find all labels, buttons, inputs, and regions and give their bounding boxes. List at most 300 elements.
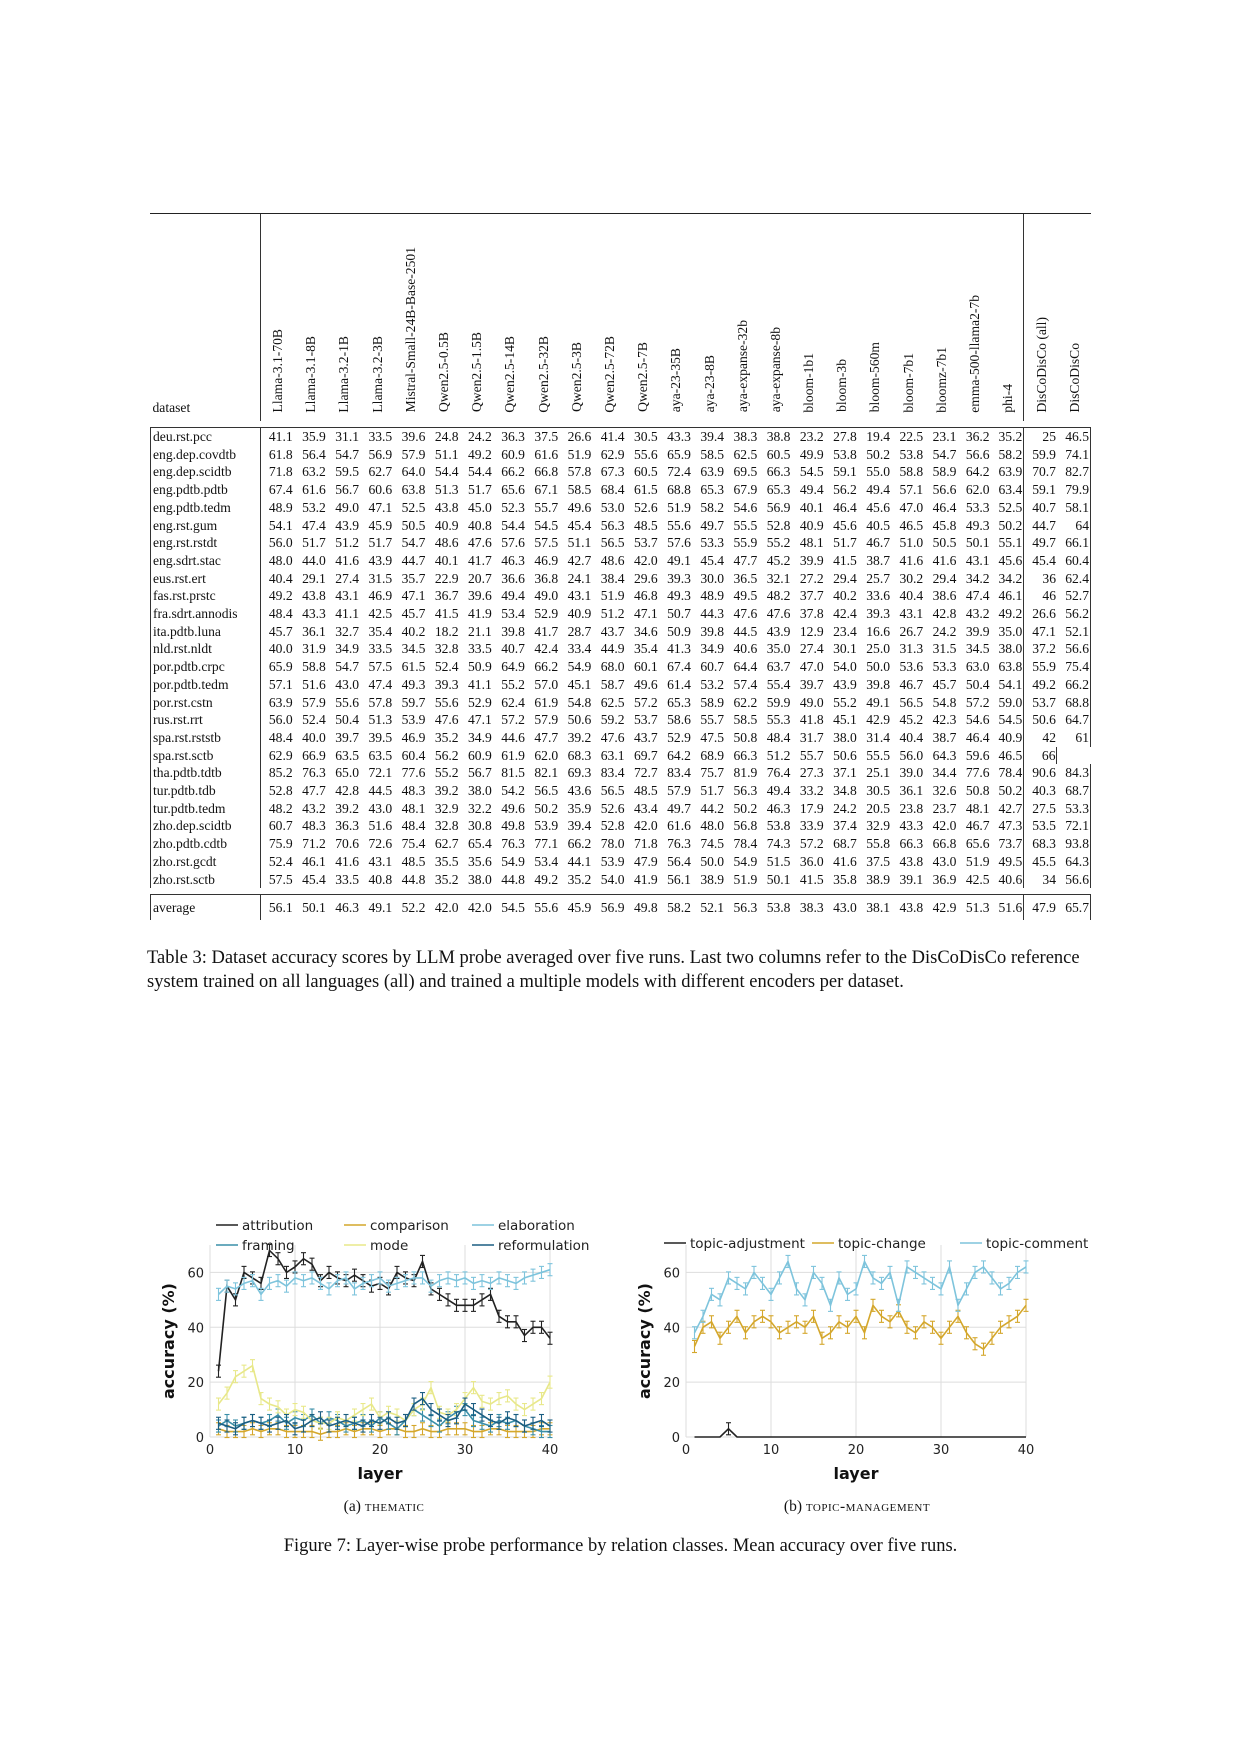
score-cell: 57.9: [667, 783, 691, 799]
score-cell: 49.8: [633, 900, 658, 916]
score-cell: 40.6: [998, 871, 1023, 887]
score-cell: 49.4: [501, 588, 525, 604]
score-cell: 56.0: [899, 747, 924, 763]
score-cell: 52.7: [1057, 587, 1091, 605]
score-cell: 42.0: [468, 900, 492, 916]
score-cell: 33.5: [335, 871, 360, 887]
score-cell: 43.7: [600, 623, 625, 639]
dataset-name-cell: eng.rst.rstdt: [151, 534, 261, 552]
score-cell: 38.9: [866, 871, 891, 887]
score-cell: 34.5: [401, 641, 426, 657]
score-cell: 30.5: [633, 429, 658, 444]
score-cell: 51.9: [965, 853, 990, 869]
score-cell: 43.3: [899, 818, 924, 834]
dataset-name-cell: zho.rst.sctb: [151, 871, 261, 889]
score-cell: 51.2: [600, 606, 625, 622]
score-cell: 51.6: [368, 818, 393, 834]
score-cell: 54.9: [733, 853, 758, 869]
score-cell: 56.3: [733, 900, 758, 916]
subcaption-a-label: thematic: [364, 1498, 425, 1515]
score-cell: 56.4: [667, 853, 691, 869]
score-cell: 47.4: [368, 676, 393, 692]
score-cell: 82.7: [1057, 463, 1091, 481]
score-cell: 72.6: [368, 836, 393, 852]
dataset-name-cell: eng.dep.covdtb: [151, 446, 261, 464]
score-cell: 35.4: [368, 623, 393, 639]
score-cell: 37.4: [833, 818, 857, 834]
score-cell: 38.0: [468, 871, 492, 887]
chart-thematic: [148, 1205, 588, 1525]
score-cell: 39.1: [899, 871, 924, 887]
score-cell: 48.4: [401, 818, 426, 834]
score-cell: 61.9: [501, 747, 525, 763]
score-cell: 33.2: [799, 783, 824, 799]
score-cell: 46.7: [899, 676, 924, 692]
score-cell: 45.5: [1024, 853, 1057, 871]
score-cell: 60.7: [700, 659, 725, 675]
score-cell: 61.6: [667, 818, 691, 834]
score-cell: 52.5: [998, 499, 1023, 515]
score-cell: 38.8: [766, 429, 791, 444]
score-cell: 43.9: [833, 676, 857, 692]
score-cell: 79.9: [1057, 481, 1091, 499]
dataset-name-cell: ita.pdtb.luna: [151, 623, 261, 641]
score-cell: 57.1: [260, 676, 293, 694]
score-cell: 66.1: [1057, 534, 1091, 552]
score-cell: 51.6: [998, 900, 1023, 916]
score-cell: 54.5: [799, 464, 824, 480]
score-cell: 49.3: [965, 517, 990, 533]
score-cell: 39.9: [965, 623, 990, 639]
score-cell: 50.4: [335, 712, 360, 728]
score-cell: 41.6: [932, 552, 957, 568]
score-cell: 43.9: [766, 623, 791, 639]
score-cell: 41.9: [633, 871, 658, 887]
score-cell: 32.9: [434, 800, 459, 816]
score-cell: 39.3: [434, 676, 459, 692]
score-cell: 54.5: [501, 900, 525, 916]
score-cell: 53.2: [302, 499, 326, 515]
score-cell: 51.7: [468, 482, 492, 498]
score-cell: 64.3: [932, 747, 957, 763]
score-cell: 34.5: [965, 641, 990, 657]
score-cell: 64: [1057, 517, 1091, 535]
score-cell: 71.8: [633, 836, 658, 852]
score-cell: 38.9: [700, 871, 725, 887]
score-cell: 56.1: [667, 871, 691, 887]
score-cell: 41.5: [833, 552, 857, 568]
table-row: [151, 552, 1091, 570]
score-cell: 53.9: [534, 818, 559, 834]
score-cell: 60.5: [633, 464, 658, 480]
table-row: [151, 605, 1091, 623]
score-cell: 50.2: [534, 800, 559, 816]
score-cell: 41.5: [799, 871, 824, 887]
score-cell: 58.5: [567, 482, 592, 498]
score-cell: 82.1: [534, 765, 559, 781]
score-cell: 57.1: [899, 482, 924, 498]
score-cell: 65.7: [1057, 895, 1091, 920]
score-cell: 51.5: [766, 853, 791, 869]
score-cell: 41.3: [667, 641, 691, 657]
score-cell: 39.6: [401, 429, 426, 444]
dataset-name-cell: tur.pdtb.tedm: [151, 800, 261, 818]
score-cell: 35.4: [633, 641, 658, 657]
score-cell: 17.9: [799, 800, 824, 816]
score-cell: 71.2: [302, 836, 326, 852]
model-column-header: Llama-3.2-1B: [336, 335, 352, 413]
score-cell: 61.4: [667, 676, 691, 692]
score-cell: 43.7: [633, 729, 658, 745]
score-cell: 43.8: [899, 853, 924, 869]
score-cell: 74.5: [700, 836, 725, 852]
dataset-name-cell: zho.dep.scidtb: [151, 817, 261, 835]
score-cell: 61.9: [534, 694, 559, 710]
model-column-header: bloom-560m: [867, 342, 883, 413]
score-cell: 54.5: [998, 712, 1023, 728]
dataset-name-cell: spa.rst.sctb: [151, 747, 261, 765]
score-cell: 51.3: [434, 482, 459, 498]
score-cell: 43.8: [434, 499, 459, 515]
score-cell: 19.4: [866, 429, 891, 444]
score-cell: 55.2: [434, 765, 459, 781]
score-cell: 57.6: [501, 535, 525, 551]
score-cell: 42.7: [567, 552, 592, 568]
score-cell: 40.4: [260, 570, 293, 588]
score-cell: 54.6: [965, 712, 990, 728]
score-cell: 58.8: [899, 464, 924, 480]
score-cell: 76.3: [501, 836, 525, 852]
score-cell: 64.7: [1057, 711, 1091, 729]
score-cell: 48.1: [965, 800, 990, 816]
score-cell: 63.9: [260, 694, 293, 712]
score-cell: 66.2: [501, 464, 525, 480]
score-cell: 39.9: [799, 552, 824, 568]
score-cell: 56.0: [260, 534, 293, 552]
score-cell: 45.6: [866, 499, 891, 515]
score-cell: 66.9: [302, 747, 326, 763]
score-cell: 37.7: [799, 588, 824, 604]
table-row: [151, 658, 1091, 676]
score-cell: 52.8: [766, 517, 791, 533]
score-cell: 58.5: [733, 712, 758, 728]
score-cell: 52.8: [260, 782, 293, 800]
model-column-header: DisCoDisCo: [1066, 342, 1082, 413]
score-cell: 46.7: [866, 535, 891, 551]
table-row: [151, 517, 1091, 535]
score-cell: 75.4: [401, 836, 426, 852]
score-cell: 55.3: [766, 712, 791, 728]
score-cell: 55.7: [799, 747, 824, 763]
score-cell: 34.9: [468, 729, 492, 745]
score-cell: 27.2: [799, 570, 824, 586]
score-cell: 81.9: [733, 765, 758, 781]
model-column-header: Llama-3.1-8B: [303, 335, 319, 413]
score-cell: 41.9: [468, 606, 492, 622]
score-cell: 40.4: [899, 729, 924, 745]
model-column-header: aya-23-35B: [668, 348, 684, 413]
score-cell: 54.0: [600, 871, 625, 887]
score-cell: 44.3: [700, 606, 725, 622]
model-column-header: bloom-1b1: [801, 352, 817, 413]
score-cell: 64.3: [1057, 853, 1091, 871]
score-cell: 68.8: [667, 482, 691, 498]
score-cell: 57.8: [368, 694, 393, 710]
score-cell: 49.2: [998, 606, 1023, 622]
dataset-name-cell: eng.rst.gum: [151, 517, 261, 535]
score-cell: 44.5: [733, 623, 758, 639]
score-cell: 36.3: [501, 429, 525, 444]
score-cell: 60.4: [1057, 552, 1091, 570]
score-cell: 46.5: [998, 747, 1023, 763]
score-cell: 42.0: [932, 818, 957, 834]
chart-topic-management: [620, 1205, 1089, 1525]
table-caption: Table 3: Dataset accuracy scores by LLM probe averaged over five runs. Last two columns refer to the DisCoDisCo reference system trained on all languages (all) and trained a multiple models with different encoders per dataset.: [147, 948, 1080, 992]
score-cell: 58.6: [667, 712, 691, 728]
score-cell: 55.2: [501, 676, 525, 692]
score-cell: 54.4: [434, 464, 459, 480]
score-cell: 27.4: [799, 641, 824, 657]
score-cell: 76.4: [766, 765, 791, 781]
model-column-header: Mistral-Small-24B-Base-2501: [402, 246, 418, 413]
score-cell: 55.9: [1024, 658, 1057, 676]
score-cell: 75.9: [260, 835, 293, 853]
score-cell: 64.2: [667, 747, 691, 763]
table-header-row: [151, 214, 1091, 421]
subcaption-b: [707, 1498, 1007, 1516]
table-row: [151, 499, 1091, 517]
score-cell: 83.4: [600, 765, 625, 781]
score-cell: 65.0: [335, 765, 360, 781]
score-cell: 42.8: [932, 606, 957, 622]
score-cell: 35.2: [998, 429, 1023, 444]
score-cell: 77.6: [401, 765, 426, 781]
score-cell: 24.8: [434, 429, 459, 444]
score-cell: 26.7: [899, 623, 924, 639]
score-cell: 49.1: [866, 694, 891, 710]
score-cell: 55.6: [633, 446, 658, 462]
score-cell: 69.7: [633, 747, 658, 763]
legend-label: topic-adjustment: [690, 1236, 805, 1252]
score-cell: 51.1: [567, 535, 592, 551]
score-cell: 60.9: [468, 747, 492, 763]
score-cell: 57.9: [401, 446, 426, 462]
x-tick-label: 30: [456, 1443, 474, 1458]
score-cell: 36.1: [899, 783, 924, 799]
table-row: [151, 711, 1091, 729]
score-cell: 27.8: [833, 429, 857, 444]
model-column-header: bloomz-7b1: [933, 346, 949, 413]
score-cell: 32.1: [766, 570, 791, 586]
score-cell: 45.9: [368, 517, 393, 533]
score-cell: 30.2: [899, 570, 924, 586]
score-cell: 45.0: [468, 499, 492, 515]
score-cell: 24.2: [468, 429, 492, 444]
score-cell: 43.1: [368, 853, 393, 869]
score-cell: 43.3: [302, 606, 326, 622]
score-cell: 57.6: [667, 535, 691, 551]
score-cell: 44.7: [401, 552, 426, 568]
score-cell: 35.6: [468, 853, 492, 869]
score-cell: 59.1: [1024, 481, 1057, 499]
score-cell: 41.7: [534, 623, 559, 639]
score-cell: 62.5: [600, 694, 625, 710]
score-cell: 55.6: [534, 900, 559, 916]
score-cell: 55.4: [766, 676, 791, 692]
score-cell: 63.0: [965, 659, 990, 675]
score-cell: 74.1: [1057, 446, 1091, 464]
score-cell: 63.8: [401, 482, 426, 498]
score-cell: 48.3: [401, 783, 426, 799]
dataset-name-cell: deu.rst.pcc: [151, 428, 261, 446]
score-cell: 71.8: [260, 463, 293, 481]
score-cell: 51.3: [965, 900, 990, 916]
score-cell: 38.0: [468, 783, 492, 799]
score-cell: 90.6: [1024, 764, 1057, 782]
score-cell: 72.4: [667, 464, 691, 480]
score-cell: 44.1: [567, 853, 592, 869]
score-cell: 67.9: [733, 482, 758, 498]
table-row: [151, 694, 1091, 712]
score-cell: 38.1: [866, 900, 891, 916]
score-cell: 43.1: [899, 606, 924, 622]
score-cell: 32.9: [866, 818, 891, 834]
score-cell: 47.6: [434, 712, 459, 728]
table-row: [151, 871, 1091, 889]
score-cell: 57.2: [633, 694, 658, 710]
score-cell: 37.5: [534, 429, 559, 444]
score-cell: 57.9: [302, 694, 326, 710]
table-row: [151, 446, 1091, 464]
score-cell: 49.4: [799, 482, 824, 498]
score-cell: 45.1: [833, 712, 857, 728]
score-cell: 73.7: [998, 836, 1023, 852]
score-cell: 33.5: [468, 641, 492, 657]
score-cell: 40.4: [899, 588, 924, 604]
score-cell: 32.7: [335, 623, 360, 639]
score-cell: 49.6: [501, 800, 525, 816]
score-cell: 53.9: [401, 712, 426, 728]
score-cell: 52.9: [534, 606, 559, 622]
model-column-header: aya-expanse-8b: [767, 327, 783, 413]
score-cell: 30.1: [833, 641, 857, 657]
score-cell: 70.7: [1024, 463, 1057, 481]
score-cell: 62.5: [733, 446, 758, 462]
table-body: [151, 421, 1091, 920]
score-cell: 48.0: [700, 818, 725, 834]
score-cell: 49.1: [368, 900, 393, 916]
table-row: [151, 623, 1091, 641]
score-cell: 36: [1024, 570, 1057, 588]
dataset-name-cell: tur.pdtb.tdb: [151, 782, 261, 800]
score-cell: 51.9: [600, 588, 625, 604]
score-cell: 40.5: [866, 517, 891, 533]
score-cell: 48.9: [260, 499, 293, 517]
score-cell: 54.4: [501, 517, 525, 533]
score-cell: 59.0: [998, 694, 1023, 710]
score-cell: 61.8: [260, 446, 293, 464]
score-cell: 47.7: [302, 783, 326, 799]
score-cell: 59.2: [600, 712, 625, 728]
score-cell: 39.2: [567, 729, 592, 745]
score-cell: 16.6: [866, 623, 891, 639]
score-cell: 41.6: [833, 853, 857, 869]
score-cell: 39.7: [335, 729, 360, 745]
score-cell: 47.6: [733, 606, 758, 622]
score-cell: 53.7: [633, 535, 658, 551]
dataset-column-header: dataset: [152, 400, 191, 416]
model-column-header: Qwen2.5-32B: [535, 335, 551, 413]
score-cell: 55.5: [866, 747, 891, 763]
score-cell: 46.9: [401, 729, 426, 745]
score-cell: 46.3: [766, 800, 791, 816]
score-cell: 50.7: [667, 606, 691, 622]
score-cell: 64.4: [733, 659, 758, 675]
dataset-name-cell: por.pdtb.crpc: [151, 658, 261, 676]
score-cell: 43.0: [833, 900, 857, 916]
series-line: [219, 1270, 551, 1295]
score-cell: 47.3: [998, 818, 1023, 834]
dataset-name-cell: spa.rst.rststb: [151, 729, 261, 747]
score-cell: 36.0: [799, 853, 824, 869]
score-cell: 46.3: [335, 900, 360, 916]
score-cell: 49.8: [501, 818, 525, 834]
score-cell: 56.6: [1057, 640, 1091, 658]
score-cell: 46.4: [965, 729, 990, 745]
score-cell: 53.3: [965, 499, 990, 515]
score-cell: 56.2: [833, 482, 857, 498]
score-cell: 42.3: [932, 712, 957, 728]
score-cell: 49.5: [998, 853, 1023, 869]
score-cell: 28.7: [567, 623, 592, 639]
score-cell: 65.4: [468, 836, 492, 852]
score-cell: 22.9: [434, 570, 459, 586]
dataset-name-cell: zho.rst.gcdt: [151, 853, 261, 871]
score-cell: 68.3: [1024, 835, 1057, 853]
score-cell: 51.7: [302, 535, 326, 551]
score-cell: 50.6: [833, 747, 857, 763]
score-cell: 56.6: [1057, 871, 1091, 889]
table-row: [151, 817, 1091, 835]
score-cell: 41.7: [468, 552, 492, 568]
score-cell: 43.1: [567, 588, 592, 604]
score-cell: 31.5: [932, 641, 957, 657]
score-cell: 34.8: [833, 783, 857, 799]
score-cell: 63.7: [766, 659, 791, 675]
score-cell: 52.9: [468, 694, 492, 710]
score-cell: 31.5: [368, 570, 393, 586]
score-cell: 50.1: [766, 871, 791, 887]
score-cell: 37.5: [866, 853, 891, 869]
score-cell: 54.7: [401, 535, 426, 551]
score-cell: 61.5: [401, 659, 426, 675]
x-tick-label: 20: [371, 1443, 389, 1458]
score-cell: 49.4: [766, 783, 791, 799]
score-cell: 32.8: [434, 818, 459, 834]
x-tick-label: 10: [762, 1443, 780, 1458]
score-cell: 45.4: [567, 517, 592, 533]
model-column-header: Qwen2.5-0.5B: [436, 332, 452, 413]
y-tick-label: 20: [187, 1376, 204, 1392]
score-cell: 40.0: [302, 729, 326, 745]
score-cell: 36.8: [534, 570, 559, 586]
score-cell: 93.8: [1057, 835, 1091, 853]
dataset-name-cell: average: [151, 895, 261, 920]
table-row: [151, 640, 1091, 658]
score-cell: 77.6: [965, 765, 990, 781]
score-cell: 55.2: [766, 535, 791, 551]
y-tick-label: 0: [195, 1431, 204, 1446]
